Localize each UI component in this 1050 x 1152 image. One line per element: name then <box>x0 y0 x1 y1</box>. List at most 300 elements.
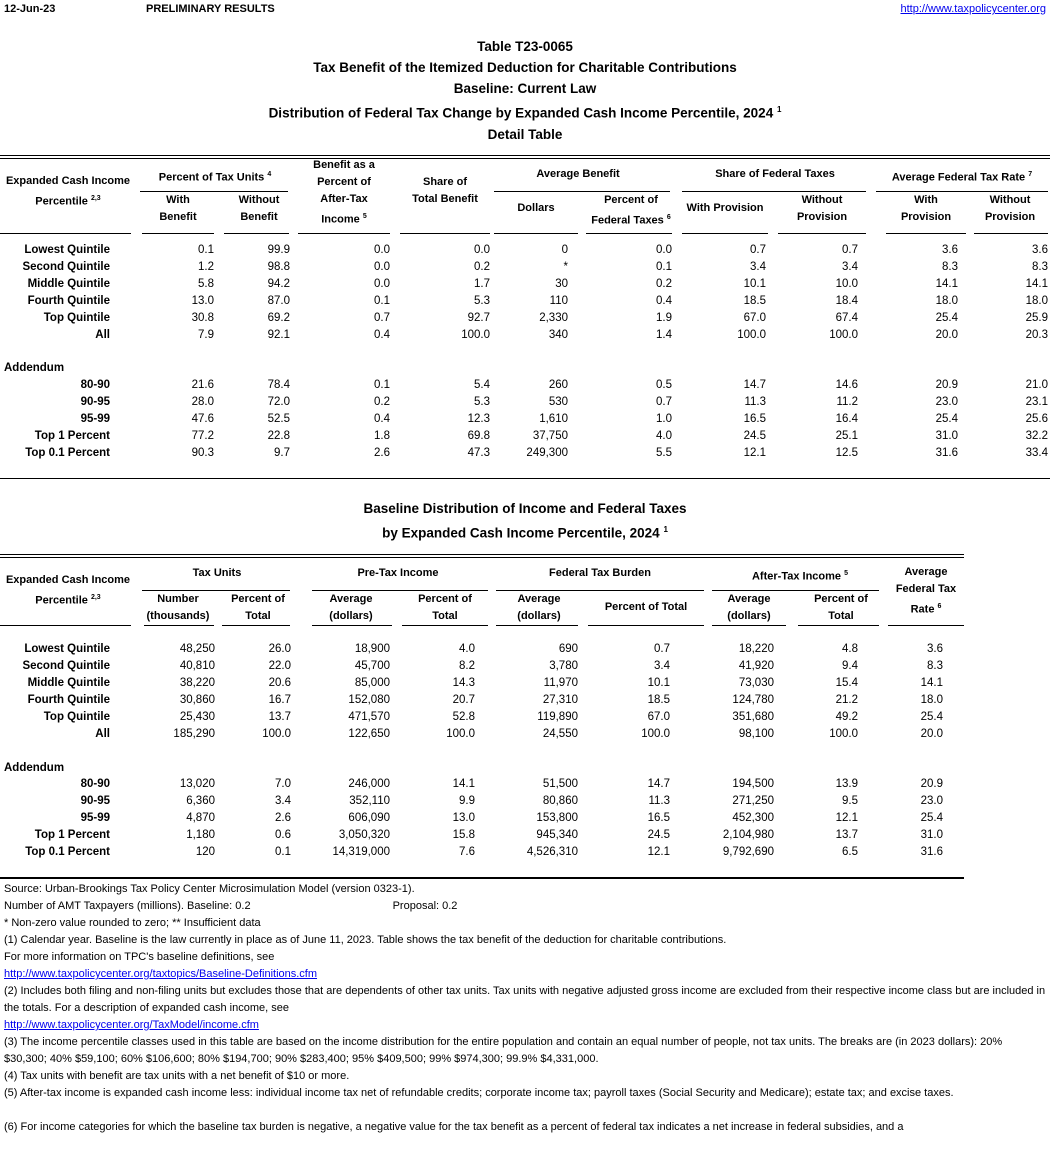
cell-burden-avg: 690 <box>558 643 578 655</box>
footnotes <box>4 881 1046 1136</box>
table-row <box>0 677 1050 694</box>
cell-rate-without: 25.9 <box>1025 312 1048 324</box>
cell-pretax-avg: 18,900 <box>354 643 390 655</box>
row-label: Second Quintile <box>22 660 110 672</box>
cell-pct-fed: 0.0 <box>656 244 672 256</box>
row-label: 95-99 <box>80 812 110 824</box>
t2-header-burden-pct: Percent of Total <box>604 601 688 613</box>
cell-rate: 25.4 <box>920 711 943 723</box>
status-label: PRELIMINARY RESULTS <box>146 3 275 15</box>
cell-share: 5.4 <box>474 379 490 391</box>
cell-number: 13,020 <box>179 778 215 790</box>
cell-pretax-avg: 606,090 <box>348 812 390 824</box>
t2-rule-burden-avg <box>496 625 578 626</box>
t2-header-after-avg: Average (dollars) <box>727 593 771 622</box>
cell-pretax-pct: 13.0 <box>452 812 475 824</box>
table-row <box>0 829 1050 846</box>
t2-rule-pretax-pct <box>402 625 488 626</box>
cell-number: 1,180 <box>186 829 215 841</box>
cell-rate: 18.0 <box>920 694 943 706</box>
cell-benefit-pct: 1.8 <box>374 430 390 442</box>
cell-rate-without: 21.0 <box>1025 379 1048 391</box>
cell-share-with: 14.7 <box>743 379 766 391</box>
cell-with: 1.2 <box>198 261 214 273</box>
t2-header-after-pct: Percent of Total <box>814 593 868 622</box>
cell-after-pct: 6.5 <box>842 846 858 858</box>
cell-after-pct: 4.8 <box>842 643 858 655</box>
t2-rule-percentile <box>0 625 131 626</box>
cell-pretax-pct: 9.9 <box>459 795 475 807</box>
table1-top-rule <box>0 155 1050 159</box>
row-label: 90-95 <box>80 795 110 807</box>
cell-pretax-pct: 8.2 <box>459 660 475 672</box>
cell-share: 100.0 <box>461 329 490 341</box>
cell-rate-with: 25.4 <box>935 413 958 425</box>
cell-units-pct: 20.6 <box>268 677 291 689</box>
cell-after-pct: 12.1 <box>835 812 858 824</box>
cell-burden-pct: 3.4 <box>654 660 670 672</box>
cell-pct-fed: 1.0 <box>656 413 672 425</box>
cell-after-pct: 13.9 <box>835 778 858 790</box>
cell-burden-pct: 24.5 <box>647 829 670 841</box>
t2-rule-pretax-avg <box>312 625 392 626</box>
footnote-6: (6) For income categories for which the baseline tax burden is negative, a negative value for the tax benefit as a percent of federal tax indicates a net increase in federal subsidies, and a <box>4 1121 904 1133</box>
cell-pretax-pct: 4.0 <box>459 643 475 655</box>
cell-with: 5.8 <box>198 278 214 290</box>
cell-pct-fed: 0.2 <box>656 278 672 290</box>
cell-rate: 31.6 <box>920 846 943 858</box>
t1-header-avg-benefit: Average Benefit <box>536 168 620 180</box>
cell-rate-with: 20.0 <box>935 329 958 341</box>
cell-rate-without: 20.3 <box>1025 329 1048 341</box>
cell-share-with: 67.0 <box>743 312 766 324</box>
cell-dollars: 2,330 <box>539 312 568 324</box>
cell-burden-avg: 945,340 <box>536 829 578 841</box>
t1-rule-share-total <box>400 233 490 234</box>
cell-rate: 23.0 <box>920 795 943 807</box>
cell-without: 98.8 <box>267 261 290 273</box>
cell-dollars: 249,300 <box>526 447 568 459</box>
footnote-3: (3) The income percentile classes used in this table are based on the income distribution for the entire population and contain an equal number of people, not tax units. The breaks are (in 2023 dollars): 20% $30,300; 40% $59,100; 60% $106,600; 80% $194,700; 90% $283,400; 95% $409,500; 99% $974,300; 99.9% $4,331,000. <box>4 1036 1003 1065</box>
cell-units-pct: 22.0 <box>268 660 291 672</box>
title-line-1: Tax Benefit of the Itemized Deduction for Charitable Contributions <box>313 60 737 75</box>
cell-rate-without: 18.0 <box>1025 295 1048 307</box>
cell-after-avg: 41,920 <box>738 660 774 672</box>
t1-header-with-provision: With Provision <box>686 202 764 214</box>
cell-dollars: 260 <box>548 379 568 391</box>
cell-dollars: 530 <box>548 396 568 408</box>
row-label: Fourth Quintile <box>27 694 110 706</box>
t1-header-pct-fed: Percent of Federal Taxes $^6$ <box>591 194 671 227</box>
t2-addendum-label: Addendum <box>4 762 65 774</box>
footnote-5: (5) After-tax income is expanded cash income less: individual income tax net of refundable credits; corporate income tax; payroll taxes (Social Security and Medicare); estate tax; and excise taxes. <box>4 1087 954 1099</box>
cell-without: 9.7 <box>274 447 290 459</box>
cell-rate-with: 3.6 <box>942 244 958 256</box>
title-line-3: Distribution of Federal Tax Change by Expanded Cash Income Percentile, 2024 $^1$ <box>268 105 782 121</box>
cell-with: 77.2 <box>191 430 214 442</box>
cell-rate-with: 31.6 <box>935 447 958 459</box>
cell-burden-avg: 11,970 <box>543 677 578 689</box>
cell-benefit-pct: 0.0 <box>374 244 390 256</box>
t2-header-pretax-avg: Average (dollars) <box>329 593 373 622</box>
cell-share-without: 100.0 <box>829 329 858 341</box>
cell-without: 78.4 <box>267 379 290 391</box>
cell-pretax-avg: 3,050,320 <box>338 829 390 841</box>
cell-share-with: 10.1 <box>743 278 766 290</box>
cell-share-without: 12.5 <box>835 447 858 459</box>
cell-pretax-avg: 246,000 <box>348 778 390 790</box>
cell-pct-fed: 0.4 <box>656 295 672 307</box>
cell-share: 92.7 <box>467 312 490 324</box>
cell-after-pct: 9.5 <box>842 795 858 807</box>
t1-rule-rate-without <box>974 233 1048 234</box>
cell-after-pct: 100.0 <box>829 728 858 740</box>
cell-burden-avg: 153,800 <box>536 812 578 824</box>
cell-dollars: 1,610 <box>539 413 568 425</box>
cell-share: 69.8 <box>467 430 490 442</box>
t1-rule-with <box>142 233 214 234</box>
t1-header-with-benefit: With Benefit <box>159 194 197 223</box>
cell-pretax-pct: 52.8 <box>452 711 475 723</box>
row-label: Lowest Quintile <box>24 643 110 655</box>
cell-with: 21.6 <box>191 379 214 391</box>
t1-header-share-fed: Share of Federal Taxes <box>715 168 835 180</box>
table2-top-rule <box>0 554 964 558</box>
baseline-definitions-link[interactable]: http://www.taxpolicycenter.org/taxtopics/Baseline-Definitions.cfm <box>4 968 318 980</box>
cell-share-with: 11.3 <box>744 396 766 408</box>
table-row <box>0 778 1050 795</box>
cell-share-with: 3.4 <box>750 261 766 273</box>
t2-header-avg-rate: Average Federal Tax Rate $^6$ <box>895 566 957 616</box>
t2-rule-after-avg <box>712 625 786 626</box>
cell-after-avg: 18,220 <box>738 643 774 655</box>
cell-rate-with: 8.3 <box>942 261 958 273</box>
cell-units-pct: 0.1 <box>275 846 291 858</box>
t1-rule-without-provision <box>778 233 866 234</box>
table-row <box>0 846 1050 863</box>
cell-units-pct: 3.4 <box>275 795 291 807</box>
cell-burden-pct: 10.1 <box>647 677 670 689</box>
cell-benefit-pct: 2.6 <box>374 447 390 459</box>
t2-rule-burden-pct <box>588 625 704 626</box>
t1-header-without-provision: Without Provision <box>796 194 848 223</box>
cell-after-avg: 2,104,980 <box>722 829 774 841</box>
cell-share-without: 16.4 <box>835 413 858 425</box>
cell-after-avg: 98,100 <box>738 728 774 740</box>
cell-with: 0.1 <box>198 244 214 256</box>
source-note: Source: Urban-Brookings Tax Policy Center Microsimulation Model (version 0323-1). <box>4 883 415 895</box>
cell-after-pct: 15.4 <box>835 677 858 689</box>
table-row <box>0 278 1050 295</box>
cell-without: 99.9 <box>267 244 290 256</box>
cell-after-pct: 21.2 <box>835 694 858 706</box>
t2-rule-after-pct <box>798 625 879 626</box>
cell-dollars: 340 <box>548 329 568 341</box>
cell-benefit-pct: 0.7 <box>374 312 390 324</box>
cell-number: 48,250 <box>179 643 215 655</box>
t1-header-avg-rate: Average Federal Tax Rate $^7$ <box>891 171 1033 184</box>
table-row <box>0 812 1050 829</box>
tpc-website-link[interactable]: http://www.taxpolicycenter.org <box>900 3 1046 15</box>
report-date: 12-Jun-23 <box>4 3 56 15</box>
cell-share-with: 12.1 <box>743 447 766 459</box>
cell-rate-without: 33.4 <box>1025 447 1048 459</box>
cell-benefit-pct: 0.4 <box>374 413 390 425</box>
table-titles <box>0 36 1050 145</box>
cell-rate: 20.0 <box>920 728 943 740</box>
income-definition-link[interactable]: http://www.taxpolicycenter.org/TaxModel/income.cfm <box>4 1019 259 1031</box>
row-label: Top 0.1 Percent <box>25 447 110 459</box>
table-row <box>0 728 1050 745</box>
cell-with: 7.9 <box>198 329 214 341</box>
t1-header-percentile: Expanded Cash Income Percentile $^{2,3}$ <box>5 175 131 208</box>
cell-share-with: 18.5 <box>743 295 766 307</box>
cell-burden-pct: 0.7 <box>654 643 670 655</box>
t1-rule-percentile <box>0 233 131 234</box>
cell-rate: 20.9 <box>920 778 943 790</box>
cell-pct-fed: 0.5 <box>656 379 672 391</box>
cell-units-pct: 0.6 <box>275 829 291 841</box>
table-row <box>0 379 1050 396</box>
cell-share: 0.2 <box>474 261 490 273</box>
cell-burden-pct: 18.5 <box>647 694 670 706</box>
cell-after-avg: 351,680 <box>732 711 774 723</box>
cell-share-without: 14.6 <box>835 379 858 391</box>
cell-share: 47.3 <box>467 447 490 459</box>
cell-share-with: 0.7 <box>750 244 766 256</box>
cell-number: 185,290 <box>173 728 215 740</box>
cell-pretax-avg: 152,080 <box>348 694 390 706</box>
cell-burden-avg: 119,890 <box>537 711 578 723</box>
cell-share: 1.7 <box>474 278 490 290</box>
t2-header-number: Number (thousands) <box>146 593 210 622</box>
t2-header-fed-burden: Federal Tax Burden <box>549 567 651 579</box>
footnote-1b: For more information on TPC's baseline definitions, see <box>4 951 275 963</box>
cell-share-with: 16.5 <box>743 413 766 425</box>
row-label: Second Quintile <box>22 261 110 273</box>
cell-burden-avg: 4,526,310 <box>526 846 578 858</box>
table-row <box>0 329 1050 346</box>
table-row <box>0 447 1050 464</box>
cell-share: 0.0 <box>474 244 490 256</box>
cell-pct-fed: 0.7 <box>656 396 672 408</box>
cell-burden-pct: 16.5 <box>647 812 670 824</box>
cell-benefit-pct: 0.2 <box>374 396 390 408</box>
cell-burden-avg: 27,310 <box>542 694 578 706</box>
cell-rate: 14.1 <box>920 677 943 689</box>
cell-rate-with: 20.9 <box>935 379 958 391</box>
t2-header-aftertax: After-Tax Income $^5$ <box>751 570 848 583</box>
cell-share-without: 25.1 <box>835 430 858 442</box>
row-label: Fourth Quintile <box>27 295 110 307</box>
table2-bottom-rule <box>0 877 964 879</box>
footnote-4: (4) Tax units with benefit are tax units with a net benefit of $10 or more. <box>4 1070 350 1082</box>
cell-dollars: 0 <box>561 244 568 256</box>
t1-header-share-total: Share of Total Benefit <box>412 176 478 205</box>
cell-dollars: 30 <box>555 278 568 290</box>
cell-pretax-avg: 14,319,000 <box>332 846 390 858</box>
cell-share-without: 67.4 <box>835 312 858 324</box>
t1-rule-benefit-pct <box>298 233 390 234</box>
cell-after-pct: 49.2 <box>835 711 858 723</box>
cell-rate-without: 23.1 <box>1025 396 1048 408</box>
cell-dollars: 37,750 <box>532 430 568 442</box>
cell-pct-fed: 5.5 <box>656 447 672 459</box>
cell-after-pct: 13.7 <box>835 829 858 841</box>
cell-after-avg: 452,300 <box>732 812 774 824</box>
t2-header-pretax: Pre-Tax Income <box>357 567 439 579</box>
row-label: 80-90 <box>80 379 110 391</box>
amt-note: Number of AMT Taxpayers (millions). Baseline: 0.2 Proposal: 0.2 <box>4 900 458 912</box>
t1-header-rate-without: Without Provision <box>984 194 1036 223</box>
cell-rate: 31.0 <box>920 829 943 841</box>
title-line-2: Baseline: Current Law <box>453 81 597 96</box>
cell-share-with: 100.0 <box>737 329 766 341</box>
cell-pretax-pct: 100.0 <box>446 728 475 740</box>
cell-after-avg: 271,250 <box>732 795 774 807</box>
t1-addendum-label: Addendum <box>4 362 65 374</box>
cell-without: 87.0 <box>267 295 290 307</box>
table-row <box>0 430 1050 447</box>
t2-header-pretax-pct: Percent of Total <box>418 593 472 622</box>
cell-number: 120 <box>195 846 215 858</box>
cell-pretax-pct: 20.7 <box>452 694 475 706</box>
table-row <box>0 261 1050 278</box>
cell-share-with: 24.5 <box>743 430 766 442</box>
t1-header-pct-tax-units: Percent of Tax Units $^4$ <box>158 171 272 184</box>
cell-after-avg: 9,792,690 <box>722 846 774 858</box>
cell-without: 94.2 <box>267 278 290 290</box>
table-row <box>0 694 1050 711</box>
cell-benefit-pct: 0.4 <box>374 329 390 341</box>
cell-pretax-avg: 122,650 <box>348 728 390 740</box>
cell-burden-avg: 3,780 <box>549 660 578 672</box>
t2-header-tax-units: Tax Units <box>192 567 242 579</box>
cell-number: 38,220 <box>179 677 215 689</box>
cell-rate: 25.4 <box>920 812 943 824</box>
footnote-1: (1) Calendar year. Baseline is the law currently in place as of June 11, 2023. Table shows the tax benefit of the deduction for charitable contributions. <box>4 934 727 946</box>
legend-note: * Non-zero value rounded to zero; ** Insufficient data <box>4 917 261 929</box>
cell-pretax-pct: 7.6 <box>459 846 475 858</box>
t1-rule-pct-fed <box>586 233 672 234</box>
cell-units-pct: 2.6 <box>275 812 291 824</box>
cell-after-pct: 9.4 <box>842 660 858 672</box>
cell-pretax-avg: 471,570 <box>348 711 390 723</box>
title-line-4: Detail Table <box>487 126 563 142</box>
row-label: Top Quintile <box>43 711 110 723</box>
page-header <box>4 3 1046 17</box>
cell-rate-with: 23.0 <box>935 396 958 408</box>
cell-burden-pct: 14.7 <box>647 778 670 790</box>
t2-rule-number <box>144 625 214 626</box>
cell-with: 90.3 <box>191 447 214 459</box>
footnote-2: (2) Includes both filing and non-filing units but excludes those that are dependents of other tax units. Tax units with negative adjusted gross income are excluded from their respective income class but are included in the totals. For a description of expanded cash income, see <box>4 985 1046 1014</box>
table1-bottom-rule <box>0 478 1050 479</box>
cell-with: 30.8 <box>191 312 214 324</box>
t1-header-dollars: Dollars <box>517 202 555 214</box>
cell-without: 52.5 <box>267 413 290 425</box>
cell-number: 25,430 <box>179 711 215 723</box>
cell-benefit-pct: 0.0 <box>374 261 390 273</box>
cell-number: 40,810 <box>179 660 215 672</box>
cell-without: 72.0 <box>267 396 290 408</box>
cell-number: 6,360 <box>186 795 215 807</box>
t1-header-benefit-pct: Benefit as a Percent of After-Tax Income $^5$ <box>313 159 375 226</box>
row-label: Lowest Quintile <box>24 244 110 256</box>
t1-rule-dollars <box>494 233 578 234</box>
table-row <box>0 312 1050 329</box>
row-label: 80-90 <box>80 778 110 790</box>
t2-rule-units-pct <box>222 625 290 626</box>
cell-share-without: 11.2 <box>836 396 858 408</box>
cell-rate-with: 25.4 <box>935 312 958 324</box>
table-row <box>0 244 1050 261</box>
cell-after-avg: 194,500 <box>732 778 774 790</box>
cell-benefit-pct: 0.0 <box>374 278 390 290</box>
cell-burden-pct: 67.0 <box>647 711 670 723</box>
cell-pct-fed: 1.4 <box>656 329 672 341</box>
cell-rate-without: 14.1 <box>1025 278 1048 290</box>
table-id: Table T23-0065 <box>477 39 573 54</box>
cell-pretax-avg: 45,700 <box>354 660 390 672</box>
cell-pretax-pct: 14.1 <box>452 778 475 790</box>
cell-number: 4,870 <box>186 812 215 824</box>
t2-header-units-pct: Percent of Total <box>231 593 285 622</box>
table-row <box>0 396 1050 413</box>
cell-units-pct: 7.0 <box>275 778 291 790</box>
cell-burden-avg: 80,860 <box>542 795 578 807</box>
cell-after-avg: 124,780 <box>732 694 774 706</box>
cell-dollars: 110 <box>549 295 568 307</box>
table-row <box>0 413 1050 430</box>
row-label: Middle Quintile <box>27 677 110 689</box>
t2-header-percentile: Expanded Cash Income Percentile $^{2,3}$ <box>5 574 131 607</box>
cell-burden-pct: 100.0 <box>641 728 670 740</box>
row-label: Top 1 Percent <box>34 430 110 442</box>
t1-header-rate-with: With Provision <box>900 194 952 223</box>
cell-rate-without: 8.3 <box>1032 261 1048 273</box>
t2-rule-avg-rate <box>888 625 964 626</box>
cell-with: 47.6 <box>191 413 214 425</box>
t1-header-without-benefit: Without Benefit <box>238 194 280 223</box>
cell-rate-with: 14.1 <box>935 278 958 290</box>
cell-share: 5.3 <box>474 396 490 408</box>
cell-burden-avg: 51,500 <box>542 778 578 790</box>
cell-units-pct: 16.7 <box>268 694 291 706</box>
cell-with: 28.0 <box>191 396 214 408</box>
cell-benefit-pct: 0.1 <box>374 379 390 391</box>
cell-dollars: * <box>563 261 568 273</box>
table-row <box>0 660 1050 677</box>
row-label: Top 1 Percent <box>34 829 110 841</box>
cell-without: 22.8 <box>267 430 290 442</box>
cell-share-without: 18.4 <box>835 295 858 307</box>
row-label: All <box>95 329 110 341</box>
cell-rate-without: 3.6 <box>1032 244 1048 256</box>
cell-number: 30,860 <box>179 694 215 706</box>
cell-units-pct: 100.0 <box>262 728 291 740</box>
row-label: Top Quintile <box>43 312 110 324</box>
cell-rate-with: 18.0 <box>935 295 958 307</box>
cell-share: 5.3 <box>474 295 490 307</box>
cell-burden-avg: 24,550 <box>542 728 578 740</box>
row-label: 90-95 <box>80 396 110 408</box>
row-label: 95-99 <box>80 413 110 425</box>
t1-rule-rate-with <box>886 233 966 234</box>
cell-burden-pct: 11.3 <box>648 795 670 807</box>
cell-pct-fed: 4.0 <box>656 430 672 442</box>
row-label: Top 0.1 Percent <box>25 846 110 858</box>
